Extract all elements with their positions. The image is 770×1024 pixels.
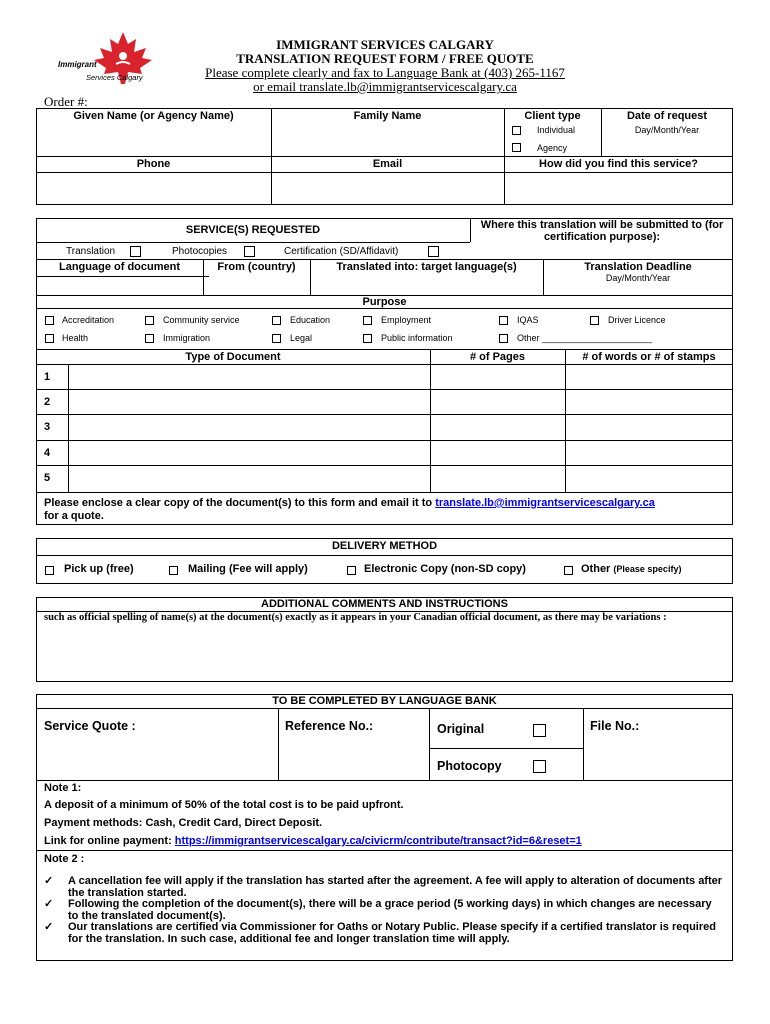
translation-checkbox[interactable] [130,246,141,257]
translated-into-label: Translated into: target language(s) [336,261,517,273]
row-number: 2 [44,396,51,408]
check-icon: ✓ [44,921,54,933]
agency-checkbox[interactable] [512,143,521,152]
purpose-public-checkbox[interactable] [363,334,372,343]
client-type-label: Client type [524,110,581,122]
photocopies-label: Photocopies [172,246,228,257]
family-name-field[interactable] [272,124,503,155]
reference-no-label: Reference No.: [285,719,374,733]
individual-label: Individual [537,125,576,135]
num-words-label: # of words or # of stamps [582,351,716,363]
email-field[interactable] [272,173,503,204]
purpose-legal-checkbox[interactable] [272,334,281,343]
row-number: 4 [44,447,51,459]
purpose-accreditation-checkbox[interactable] [45,316,54,325]
document-type-field[interactable] [69,390,429,413]
electronic-checkbox[interactable] [347,566,356,575]
note2-label: Note 2 : [44,853,85,865]
delivery-title: DELIVERY METHOD [331,540,438,552]
row-number: 5 [44,472,51,484]
logo-line1: Immigrant [58,60,97,69]
other-label: Other [581,563,611,575]
enclose-email-link[interactable]: translate.lb@immigrantservicescalgary.ca [435,497,655,509]
row-number: 1 [44,371,51,383]
other-note: (Please specify) [613,564,682,574]
enclose-text: Please enclose a clear copy of the document(s) to this form and email it to [44,497,433,509]
purpose-driver-checkbox[interactable] [590,316,599,325]
deadline-format: Day/Month/Year [605,273,671,283]
purpose-iqas-checkbox[interactable] [499,316,508,325]
document-type-field[interactable] [69,365,429,388]
electronic-label: Electronic Copy (non-SD copy) [364,563,526,575]
purpose-title: Purpose [362,296,407,308]
photocopies-checkbox[interactable] [244,246,255,257]
language-document-label: Language of document [59,261,180,273]
date-request-label: Date of request [626,110,708,122]
purpose-driver: Driver Licence [608,315,666,325]
purpose-education: Education [290,315,331,325]
purpose-health: Health [62,333,89,343]
purpose-public: Public information [381,333,453,343]
phone-label: Phone [136,158,171,170]
purpose-immigration-checkbox[interactable] [145,334,154,343]
check-icon: ✓ [44,898,54,910]
check-icon: ✓ [44,875,54,887]
purpose-education-checkbox[interactable] [272,316,281,325]
phone-field[interactable] [37,173,270,204]
purpose-legal: Legal [290,333,313,343]
row-number: 3 [44,421,51,433]
header-email[interactable]: or email translate.lb@immigrantservicescalgary.ca [253,79,517,94]
header-instruction: Please complete clearly and fax to Language Bank at (403) 265-1167 [205,65,565,80]
individual-checkbox[interactable] [512,126,521,135]
link-label: Link for online payment: [44,835,172,847]
where-submitted-label: Where this translation will be submitted to (for certification purpose): [480,219,724,243]
payment-text: Payment methods: Cash, Credit Card, Direct Deposit. [44,817,323,829]
given-name-field[interactable] [37,124,270,155]
comments-text: such as official spelling of name(s) at the document(s) exactly as it appears in your Canadian official document, as there may be variations : [44,612,667,623]
from-country-label: From (country) [217,261,296,273]
num-pages-label: # of Pages [469,351,526,363]
translation-label: Translation [66,246,116,257]
deposit-text: A deposit of a minimum of 50% of the total cost is to be paid upfront. [44,799,404,811]
purpose-community-checkbox[interactable] [145,316,154,325]
other-delivery-checkbox[interactable] [564,566,573,575]
pickup-checkbox[interactable] [45,566,54,575]
payment-link-line [44,835,582,847]
purpose-other-checkbox[interactable] [499,334,508,343]
other-delivery-label [581,563,681,575]
original-checkbox[interactable] [533,724,546,737]
how-found-label: How did you find this service? [539,158,698,170]
service-quote-label: Service Quote : [44,719,136,733]
family-name-label: Family Name [353,110,422,122]
mailing-label: Mailing (Fee will apply) [188,563,308,575]
email-label: Email [372,158,403,170]
purpose-employment: Employment [381,315,432,325]
enclose-tail: for a quote. [44,510,104,522]
purpose-other[interactable]: Other ______________________ [517,333,653,343]
document-type-field[interactable] [69,466,429,491]
given-name-label: Given Name (or Agency Name) [73,110,234,122]
org-title: IMMIGRANT SERVICES CALGARY [276,37,494,52]
original-label: Original [437,722,485,736]
date-format: Day/Month/Year [634,125,700,135]
deadline-label: Translation Deadline [584,261,692,273]
purpose-accreditation: Accreditation [62,315,115,325]
bullet-item: ✓ A cancellation fee will apply if the translation has started after the agreement. A fee will apply to alteration of documents after the translation started. [44,875,723,899]
bank-title: TO BE COMPLETED BY LANGUAGE BANK [272,695,497,707]
pickup-label: Pick up (free) [64,563,134,575]
how-found-field[interactable] [505,173,732,204]
purpose-health-checkbox[interactable] [45,334,54,343]
photocopy-checkbox[interactable] [533,760,546,773]
certification-checkbox[interactable] [428,246,439,257]
comments-field[interactable] [37,638,732,681]
agency-label: Agency [537,143,568,153]
document-type-field[interactable] [69,441,429,464]
comments-title: ADDITIONAL COMMENTS AND INSTRUCTIONS [261,598,508,610]
mailing-checkbox[interactable] [169,566,178,575]
bullet-item: ✓ Our translations are certified via Commissioner for Oaths or Notary Public. Please specify if a certified translator is required for the translation. In such case, additional fee and longer translation time will apply. [44,921,716,945]
photocopy-label: Photocopy [437,759,502,773]
form-title: TRANSLATION REQUEST FORM / FREE QUOTE [236,51,534,66]
enclose-note [44,497,724,523]
purpose-iqas: IQAS [517,315,539,325]
order-label: Order #: [44,94,88,109]
type-document-label: Type of Document [185,351,281,363]
purpose-immigration: Immigration [163,333,211,343]
services-title: SERVICE(S) REQUESTED [185,224,321,236]
certification-label: Certification (SD/Affidavit) [284,246,399,257]
purpose-employment-checkbox[interactable] [363,316,372,325]
note1-label: Note 1: [44,782,82,794]
file-no-label: File No.: [590,719,640,733]
bullet-item: ✓ Following the completion of the document(s), there will be a grace period (5 working days) in which changes are necessary to the translated document(s). [44,898,712,922]
logo-line2: Services Calgary [86,73,143,82]
document-type-field[interactable] [69,415,429,439]
purpose-community: Community service [163,315,240,325]
payment-link[interactable]: https://immigrantservicescalgary.ca/civicrm/contribute/transact?id=6&reset=1 [174,835,582,847]
